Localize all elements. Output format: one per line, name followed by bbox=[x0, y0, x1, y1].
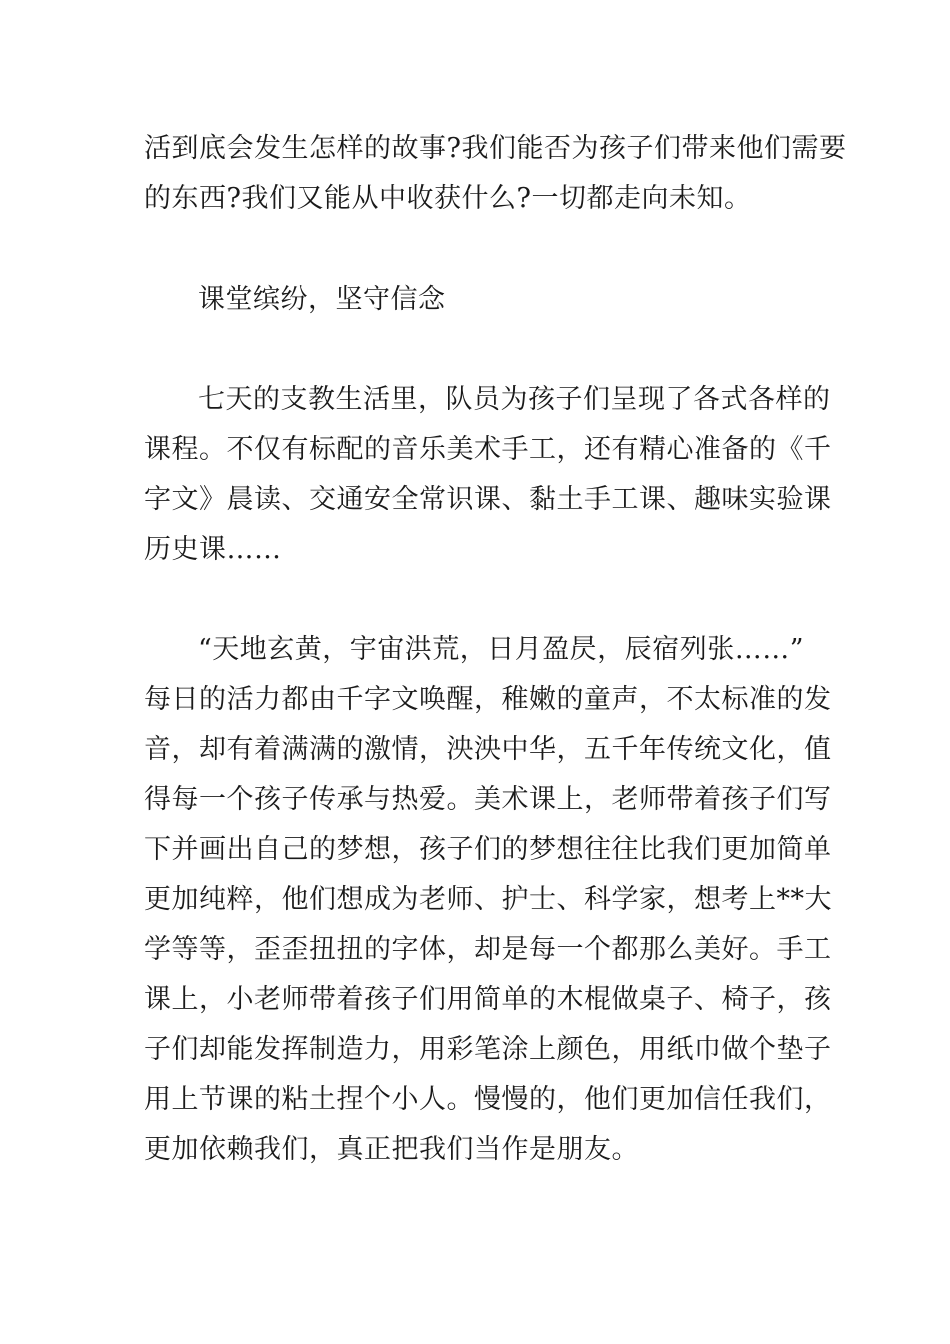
paragraph-line: 课上，小老师带着孩子们用简单的木棍做桌子、椅子，孩 bbox=[144, 984, 832, 1015]
paragraph-line: 得每一个孩子传承与热爱。美术课上，老师带着孩子们写 bbox=[144, 784, 832, 815]
paragraph-line: 历史课…… bbox=[144, 534, 282, 565]
paragraph-line: 用上节课的粘土捏个小人。慢慢的，他们更加信任我们， bbox=[144, 1084, 832, 1115]
paragraph-line: 下并画出自己的梦想，孩子们的梦想往往比我们更加简单 bbox=[144, 834, 832, 865]
paragraph-line: 的东西?我们又能从中收获什么?一切都走向未知。 bbox=[144, 183, 752, 214]
paragraph-line: “天地玄黄，宇宙洪荒，日月盈昃，辰宿列张……” bbox=[198, 634, 805, 665]
section-heading: 课堂缤纷，坚守信念 bbox=[198, 284, 446, 315]
paragraph-line: 更加依赖我们，真正把我们当作是朋友。 bbox=[144, 1134, 639, 1165]
paragraph-line: 子们却能发挥制造力，用彩笔涂上颜色，用纸巾做个垫子 bbox=[144, 1034, 832, 1065]
paragraph-line: 七天的支教生活里，队员为孩子们呈现了各式各样的 bbox=[198, 384, 831, 415]
paragraph-line: 活到底会发生怎样的故事?我们能否为孩子们带来他们需要 bbox=[144, 133, 847, 164]
paragraph-line: 课程。不仅有标配的音乐美术手工，还有精心准备的《千 bbox=[144, 434, 832, 465]
paragraph-line: 每日的活力都由千字文唤醒，稚嫩的童声，不太标准的发 bbox=[144, 684, 832, 715]
paragraph-line: 学等等，歪歪扭扭的字体，却是每一个都那么美好。手工 bbox=[144, 934, 832, 965]
paragraph-line: 字文》晨读、交通安全常识课、黏土手工课、趣味实验课 bbox=[144, 484, 832, 515]
paragraph-line: 更加纯粹，他们想成为老师、护士、科学家，想考上**大 bbox=[144, 884, 832, 915]
paragraph-line: 音，却有着满满的激情，泱泱中华，五千年传统文化，值 bbox=[144, 734, 832, 765]
